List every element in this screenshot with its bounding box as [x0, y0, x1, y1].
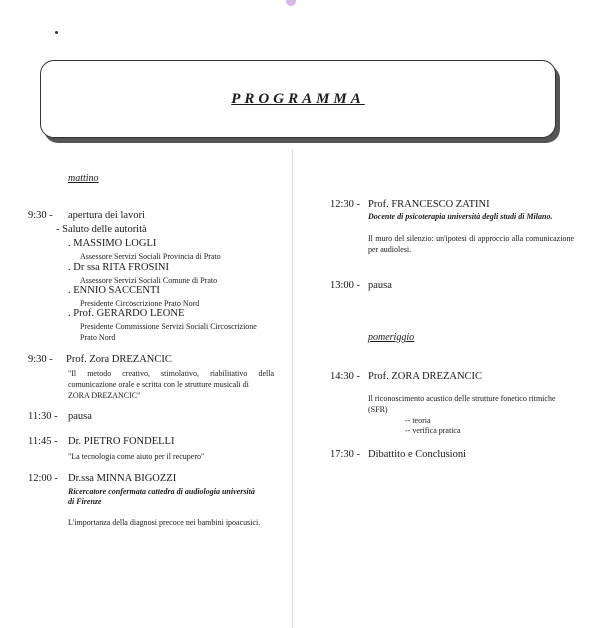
speaker-name: . ENNIO SACCENTI — [68, 285, 160, 296]
title-banner — [40, 60, 556, 138]
speaker-role: Presidente Commissione Servizi Sociali Circoscrizione — [80, 322, 257, 331]
talk-description: Il muro del silenzio: un'ipotesi di approccio alla comunicazione per audiolesi. — [368, 234, 574, 254]
page-fold-line — [292, 150, 293, 628]
talk-description: "Il metodo creativo, stimolativo, riabilitativo della — [68, 369, 274, 378]
session-title: pausa — [68, 411, 92, 422]
session-time: 13:00 - — [330, 280, 361, 291]
speaker-name: Prof. FRANCESCO ZATINI — [368, 199, 490, 210]
speaker-role: di Firenze — [68, 497, 102, 506]
speaker-name: Prof. ZORA DREZANCIC — [368, 371, 483, 382]
talk-description: (SFR) — [368, 405, 388, 414]
speaker-name: Prof. Zora DREZANCIC — [66, 354, 172, 365]
speaker-name: . Prof. GERARDO LEONE — [68, 308, 185, 319]
session-time: 11:30 - — [28, 411, 58, 422]
session-time: 11:45 - — [28, 436, 58, 447]
session-title: Dibattito e Conclusioni — [368, 449, 466, 460]
session-time: 17:30 - — [330, 449, 361, 460]
speaker-role: Prato Nord — [80, 333, 116, 342]
section-mattino: mattino — [68, 173, 99, 184]
speaker-role: Ricercatore confermata cattedra di audiologia università — [68, 487, 255, 496]
section-pomeriggio: pomeriggio — [368, 332, 415, 343]
page-title: PROGRAMMA — [231, 91, 365, 107]
ink-dot — [55, 31, 58, 34]
list-item: -- verifica pratica — [405, 426, 461, 435]
list-item: -- teoria — [405, 416, 431, 425]
talk-description: L'importanza della diagnosi precoce nei bambini ipoacusici. — [68, 518, 261, 527]
talk-description: comunicazione orale e scritta con le strutture musicali di — [68, 380, 249, 389]
speaker-role: Assessore Servizi Sociali Comune di Prato — [80, 276, 218, 285]
talk-description: "La tecnologia come aiuto per il recupero" — [68, 452, 205, 461]
talk-description: ZORA DREZANCIC" — [68, 391, 141, 400]
speaker-name: . MASSIMO LOGLI — [68, 238, 157, 249]
speaker-role: Assessore Servizi Sociali Provincia di Prato — [80, 252, 221, 261]
session-time: 9:30 - — [28, 210, 53, 221]
speaker-role: Docente di psicoterapia università degli studi di Milano. — [368, 212, 553, 221]
session-time: 14:30 - — [330, 371, 361, 382]
session-time: 12:30 - — [330, 199, 361, 210]
session-subtitle: - Saluto delle autorità — [56, 224, 147, 235]
session-time: 9:30 - — [28, 354, 53, 365]
session-title: apertura dei lavori — [68, 210, 145, 221]
talk-description: Il riconoscimento acustico delle strutture fonetico ritmiche — [368, 394, 556, 403]
top-mark — [286, 0, 296, 6]
session-time: 12:00 - — [28, 473, 59, 484]
session-title: pausa — [368, 280, 392, 291]
speaker-name: Dr.ssa MINNA BIGOZZI — [68, 473, 177, 484]
speaker-name: Dr. PIETRO FONDELLI — [68, 436, 175, 447]
speaker-name: . Dr ssa RITA FROSINI — [68, 262, 169, 273]
speaker-role: Presidente Circoscrizione Prato Nord — [80, 299, 200, 308]
